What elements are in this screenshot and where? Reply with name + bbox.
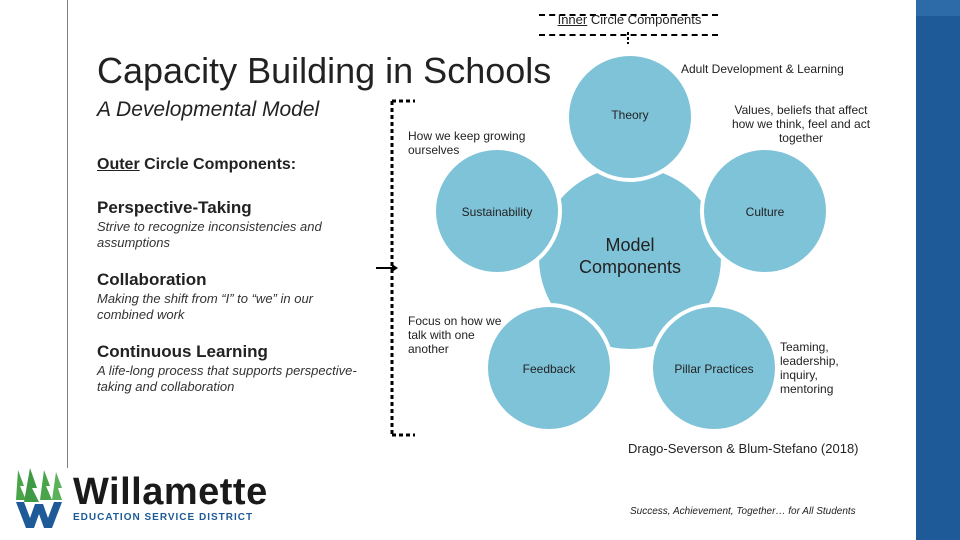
component-title-perspective: Perspective-Taking — [97, 198, 252, 217]
pillar-label: Pillar Practices — [674, 362, 754, 376]
component-title-continuous: Continuous Learning — [97, 342, 268, 361]
logo-wordmark: Willamette — [73, 471, 268, 513]
theory-label: Theory — [611, 108, 649, 122]
bracket-arrow — [392, 264, 398, 272]
outer-rest: Circle Components: — [139, 156, 297, 173]
tagline: Success, Achievement, Together… for All Students — [630, 506, 856, 517]
inner-word: Inner — [557, 12, 588, 27]
page-title: Capacity Building in Schools — [97, 50, 552, 91]
component-title-collaboration: Collaboration — [97, 270, 207, 289]
page-subtitle: A Developmental Model — [97, 98, 320, 121]
sustainability-label: Sustainability — [461, 205, 533, 219]
citation: Drago-Severson & Blum-Stefano (2018) — [628, 441, 859, 456]
logo-subtitle: EDUCATION SERVICE DISTRICT — [73, 512, 254, 523]
outer-word: Outer — [97, 156, 140, 173]
culture-annotation: Values, beliefs that affect how we think, feel and act together — [731, 103, 871, 145]
feedback-annotation: Focus on how we talk with one another — [408, 314, 502, 356]
willamette-logo-icon — [14, 468, 64, 530]
component-desc-continuous: A life-long process that supports perspective-taking and collaboration — [97, 363, 357, 394]
inner-rest: Circle Components — [587, 12, 702, 27]
pillar-annotation: Teaming, leadership, inquiry, mentoring — [780, 340, 839, 396]
component-desc-perspective: Strive to recognize inconsistencies and assumptions — [97, 219, 322, 250]
sustainability-annotation: How we keep growing ourselves — [408, 129, 526, 157]
feedback-label: Feedback — [522, 362, 576, 376]
theory-annotation: Adult Development & Learning — [681, 62, 844, 76]
center-label: Model Components — [578, 235, 682, 277]
component-desc-collaboration: Making the shift from “I” to “we” in our combined work — [97, 291, 314, 322]
culture-label: Culture — [745, 205, 785, 219]
